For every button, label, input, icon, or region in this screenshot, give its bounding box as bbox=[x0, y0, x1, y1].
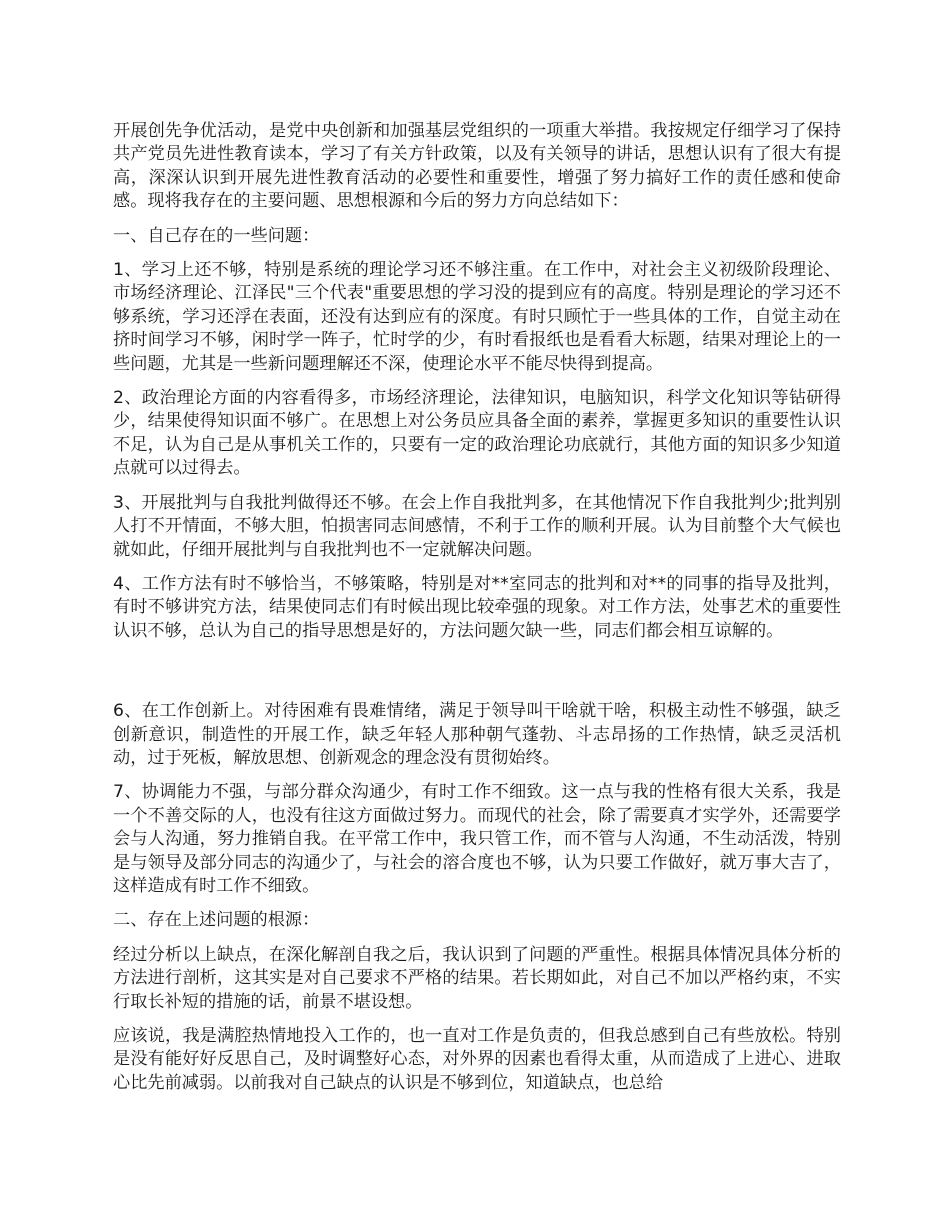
problem-item-1: 1、学习上还不够，特别是系统的理论学习还不够注重。在工作中，对社会主义初级阶段理论、市场经济理论、江泽民"三个代表"重要思想的学习没的提到应有的高度。特别是理论的学习还不够系统，学习还浮在表面，还没有达到应有的深度。有时只顾忙于一些具体的工作，自觉主动在挤时间学习不够，闲时学一阵子，忙时学的少，有时看报纸也是看看大标题，结果对理论上的一些问题，尤其是一些新问题理解还不深，使理论水平不能尽快得到提高。 bbox=[113, 260, 841, 374]
problem-item-7: 7、协调能力不强，与部分群众沟通少，有时工作不细致。这一点与我的性格有很大关系，我是一个不善交际的人，也没有往这方面做过努力。而现代的社会，除了需要真才实学外，还需要学会与人沟通，努力推销自我。在平常工作中，我只管工作，而不管与人沟通，不生动活泼，特别是与领导及部分同志的沟通少了，与社会的溶合度也不够，认为只要工作做好，就万事大吉了，这样造成有时工作不细致。 bbox=[113, 782, 841, 896]
document-body bbox=[113, 120, 841, 1106]
blank-gap bbox=[113, 654, 841, 700]
roots-paragraph-2: 应该说，我是满腔热情地投入工作的，也一直对工作是负责的，但我总感到自己有些放松。特别是没有能好好反思自己，及时调整好心态，对外界的因素也看得太重，从而造成了上进心、进取心比先前减弱。以前我对自己缺点的认识是不够到位，知道缺点，也总给 bbox=[113, 1026, 841, 1093]
intro-paragraph: 开展创先争优活动，是党中央创新和加强基层党组织的一项重大举措。我按规定仔细学习了保持共产党员先进性教育读本，学习了有关方针政策，以及有关领导的讲话，思想认识有了很大有提高，深深认识到开展先进性教育活动的必要性和重要性，增强了努力搞好工作的责任感和使命感。现将我存在的主要问题、思想根源和今后的努力方向总结如下： bbox=[113, 121, 841, 212]
section-heading-roots: 二、存在上述问题的根源： bbox=[113, 910, 320, 931]
problem-item-2: 2、政治理论方面的内容看得多，市场经济理论，法律知识，电脑知识，科学文化知识等钻研得少，结果使得知识面不够广。在思想上对公务员应具备全面的素养，掌握更多知识的重要性认识不足，认为自己是从事机关工作的，只要有一定的政治理论功底就行，其他方面的知识多少知道点就可以过得去。 bbox=[113, 388, 841, 479]
problem-item-4: 4、工作方法有时不够恰当，不够策略，特别是对**室同志的批判和对**的同事的指导及批判，有时不够讲究方法，结果使同志们有时候出现比较牵强的现象。对工作方法，处事艺术的重要性认识不够，总认为自己的指导思想是好的，方法问题欠缺一些，同志们都会相互谅解的。 bbox=[113, 573, 841, 641]
roots-paragraph-1: 经过分析以上缺点，在深化解剖自我之后，我认识到了问题的严重性。根据具体情况具体分析的方法进行剖析，这其实是对自己要求不严格的结果。若长期如此，对自己不加以严格约束，不实行取长补短的措施的话，前景不堪设想。 bbox=[113, 944, 841, 1012]
problem-item-3: 3、开展批判与自我批判做得还不够。在会上作自我批判多，在其他情况下作自我批判少;批判别人打不开情面，不够大胆，怕损害同志间感情，不利于工作的顺利开展。认为目前整个大气候也就如此，仔细开展批判与自我批判也不一定就解决问题。 bbox=[113, 492, 841, 560]
section-heading-problems: 一、自己存在的一些问题： bbox=[113, 225, 320, 246]
problem-item-6: 6、在工作创新上。对待困难有畏难情绪，满足于领导叫干啥就干啥，积极主动性不够强，缺乏创新意识，制造性的开展工作，缺乏年轻人那种朝气蓬勃、斗志昂扬的工作热情，缺乏灵活机动，过于死板，解放思想、创新观念的理念没有贯彻始终。 bbox=[113, 701, 841, 768]
